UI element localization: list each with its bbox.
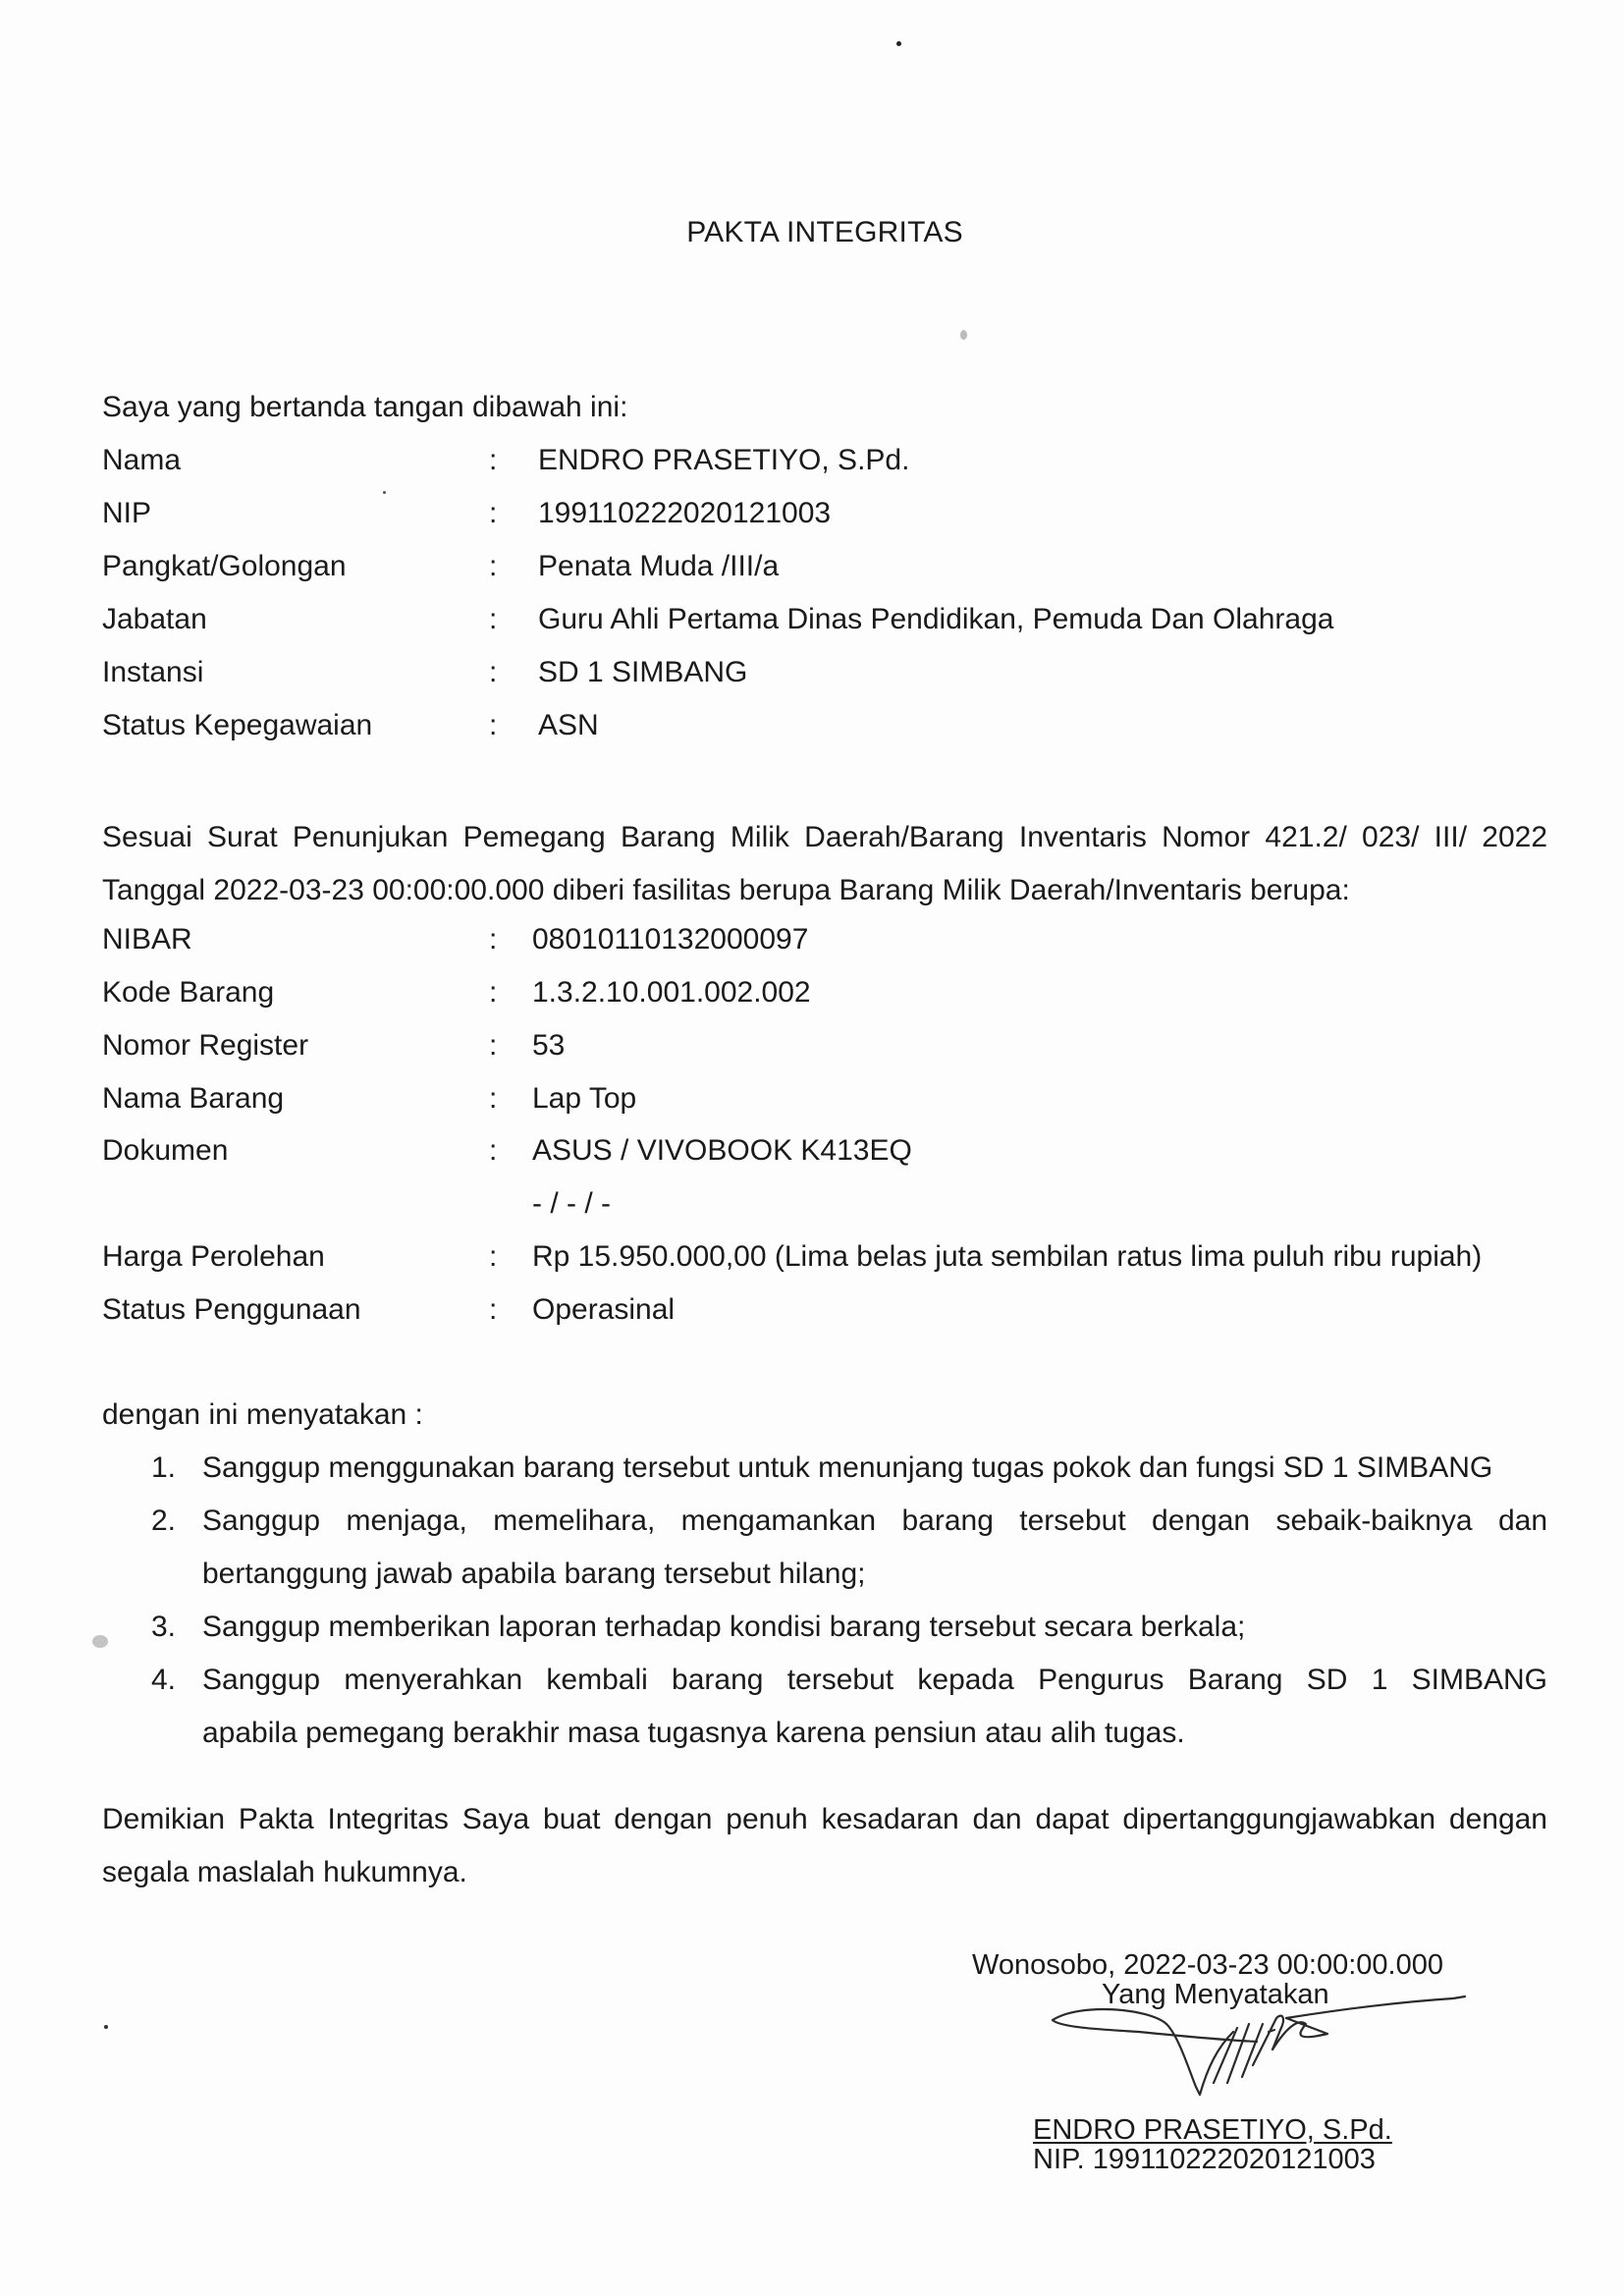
field-label: Status Penggunaan (102, 1293, 361, 1326)
field-label: NIBAR (102, 923, 192, 956)
field-label: Kode Barang (102, 976, 275, 1009)
scan-speck (92, 1635, 108, 1648)
field-label: Instansi (102, 656, 204, 688)
field-value: 199110222020121003 (538, 497, 832, 529)
paragraph-line: segala maslalah hukumnya. (102, 1856, 467, 1888)
field-value: Lap Top (532, 1082, 637, 1115)
item-number: 2. (151, 1504, 177, 1537)
field-value: Guru Ahli Pertama Dinas Pendidikan, Pemuda Dan Olahraga (538, 603, 1334, 635)
field-label: Dokumen (102, 1134, 229, 1167)
item-line: Sanggup memberikan laporan terhadap kondisi barang tersebut secara berkala; (202, 1611, 1246, 1643)
scan-speck (104, 2025, 108, 2029)
field-value: ASUS / VIVOBOOK K413EQ (532, 1134, 912, 1167)
field-label: Nama Barang (102, 1082, 285, 1115)
field-colon: : (489, 976, 498, 1009)
handwritten-signature (1041, 1989, 1473, 2106)
item-number: 1. (151, 1451, 177, 1484)
field-label: Pangkat/Golongan (102, 550, 347, 582)
field-value: 53 (532, 1029, 566, 1062)
field-label: Nomor Register (102, 1029, 309, 1062)
field-colon: : (489, 603, 498, 635)
field-value: 08010110132000097 (532, 923, 809, 956)
intro-text: Saya yang bertanda tangan dibawah ini: (102, 391, 628, 423)
field-value: ENDRO PRASETIYO, S.Pd. (538, 444, 910, 476)
scan-speck (383, 491, 386, 494)
field-colon: : (489, 709, 498, 741)
closing-paragraph (102, 1793, 1547, 1899)
field-value: Penata Muda /III/a (538, 550, 780, 582)
field-colon: : (489, 1082, 498, 1115)
field-label: Jabatan (102, 603, 207, 635)
declaration-intro: dengan ini menyatakan : (102, 1398, 423, 1431)
item-line: apabila pemegang berakhir masa tugasnya karena pensiun atau alih tugas. (202, 1717, 1185, 1749)
field-label: Status Kepegawaian (102, 709, 373, 741)
paragraph-line: Tanggal 2022-03-23 00:00:00.000 diberi fasilitas berupa Barang Milik Daerah/Inventaris berupa: (102, 874, 1350, 906)
signatory-name: ENDRO PRASETIYO, S.Pd. (1033, 2114, 1392, 2146)
field-value: - / - / - (532, 1187, 611, 1220)
item-line: Sanggup menjaga, memelihara, mengamankan barang tersebut dengan sebaik-baiknya dan (202, 1504, 1547, 1537)
item-line: bertanggung jawab apabila barang tersebut hilang; (202, 1558, 866, 1590)
paragraph-line: Sesuai Surat Penunjukan Pemegang Barang Milik Daerah/Barang Inventaris Nomor 421.2/ 023/ III/ 2022 (102, 821, 1547, 853)
basis-paragraph (102, 811, 1547, 917)
item-number: 4. (151, 1664, 177, 1696)
signature-place-date: Wonosobo, 2022-03-23 00:00:00.000 (972, 1949, 1443, 1981)
item-line: Sanggup menyerahkan kembali barang tersebut kepada Pengurus Barang SD 1 SIMBANG (202, 1664, 1547, 1696)
field-label: Nama (102, 444, 182, 476)
field-value: ASN (538, 709, 599, 741)
field-colon: : (489, 923, 498, 956)
paragraph-line: Demikian Pakta Integritas Saya buat dengan penuh kesadaran dan dapat dipertanggungjawabkan dengan (102, 1803, 1547, 1835)
field-value: Operasinal (532, 1293, 676, 1326)
field-colon: : (489, 444, 498, 476)
field-colon: : (489, 497, 498, 529)
field-colon: : (489, 1134, 498, 1167)
signatory-nip: NIP. 199110222020121003 (1033, 2144, 1376, 2175)
field-colon: : (489, 1029, 498, 1062)
field-value: 1.3.2.10.001.002.002 (532, 976, 811, 1009)
item-line: Sanggup menggunakan barang tersebut untuk menunjang tugas pokok dan fungsi SD 1 SIMBANG (202, 1451, 1493, 1484)
scan-speck (960, 330, 967, 340)
scan-speck (896, 41, 901, 46)
field-value: SD 1 SIMBANG (538, 656, 748, 688)
item-number: 3. (151, 1611, 177, 1643)
field-value: Rp 15.950.000,00 (Lima belas juta sembilan ratus lima puluh ribu rupiah) (532, 1240, 1483, 1273)
signature-role: Yang Menyatakan (1102, 1979, 1329, 2010)
field-colon: : (489, 656, 498, 688)
field-colon: : (489, 550, 498, 582)
field-colon: : (489, 1293, 498, 1326)
field-label: Harga Perolehan (102, 1240, 325, 1273)
field-colon: : (489, 1240, 498, 1273)
field-label: NIP (102, 497, 152, 529)
document-title: PAKTA INTEGRITAS (686, 216, 963, 248)
